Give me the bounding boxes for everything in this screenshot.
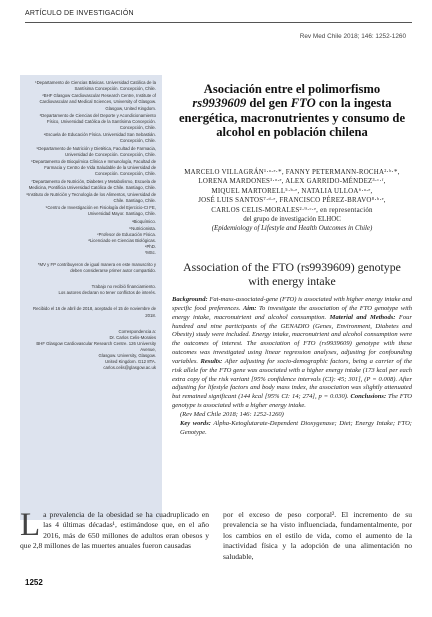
affiliation-item: ¹Departamento de Ciencias Básicas. Universidad Católica de la Santísima Concepción. Concepción, Chile. [35,80,156,92]
affiliations-sidebar [20,75,162,520]
author-line: MARCELO VILLAGRÁN¹·ᵃ·ᵉ·*, FANNY PETERMANN-ROCHA²·ᵇ·*, [184,169,400,176]
abstract: Background: Fat-mass-associated-gene (FTO) is associated with higher energy intake and specific food preferences. Aim: To investigate the association of the FTO genotype with energy intake, macronutrient and alcohol consumption. Material and Methods: Four hundred and nine participants of the GENADIO (Genes, Environment, Diabetes and Obesity) study were included. Energy intake, macronutrient and alcohol consumption were the outcomes of interest. The association of FTO (rs9939609) genotype with these outcomes was investigated using linear regression analyses, adjusting for confounding variables. Results: After adjusting for socio-demographic factors, being a carrier of the risk allele for the FTO gene was associated with a higher energy intake (173 kcal per each extra copy of the risk variant [95% confidence intervals (CI): 45; 301], (P = 0.008). After adjusting for lifestyle factors and body mass index, the association was slightly attenuated but remained significant (144 kcal [95% CI: 14; 274], p = 0.030). Conclusions: The FTO genotype is associated with a higher energy intake. (Rev Med Chile 2018; 146: 1252-1260) Key words: Alpha-Ketoglutarate-Dependent Dioxygenase; Diet; Energy Intake; FTO; Genotype. [172,296,413,436]
degree-item: ᵇNutricionista. [129,225,156,231]
research-group-name: (Epidemiology of Lifestyle and Health Outcomes in Chile) [211,225,373,233]
body-column-right: por el exceso de peso corporal². El incremento de su prevalencia se ha visto influenciada, fundamentalmente, por los cambios en el estilo de vida, como el aumento de la inactividad física y la adopción de una alimentación no saludable, [223,510,412,561]
correspondence-email[interactable]: carlos.celis@glasgow.ac.uk [103,365,156,371]
affiliation-item: ⁸Instituto de Nutrición y Tecnología de los Alimentos, Universidad de Chile. Santiago, Chile. [26,191,156,203]
article-title-spanish: Asociación entre el polimorfismo rs9939609 del gen FTO con la ingesta energética, macronutrientes y consumo de alcohol en población chilena [178,82,406,140]
body-column-left: La prevalencia de la obesidad se ha cuadruplicado en las 4 últimas décadas¹, estimándose que, en el año 2016, más de 650 millones de adultos eran obesos y que 2,8 millones de las muertes anuales fueron causadas [20,507,209,551]
degree-item: ᵈLicenciado en Ciencias Biológicas. [88,237,156,243]
correspondence-label: Correspondencia a: [118,328,156,334]
research-group-line: del grupo de investigación ELHOC [243,216,341,224]
contribution-note: *MV y FP contribuyeron de igual manera en este manuscrito y deben considerarse primer autor compartido. [37,262,156,274]
author-line: CARLOS CELIS-MORALES²·⁹·ᶜ·ᵉ, en representación [211,206,373,214]
correspondence-line: Glasgow. University, Glasgow. [98,352,156,358]
drop-cap: L [20,507,41,543]
correspondence-line: United Kingdom. G12 8TA. [104,359,156,365]
degree-item: ᵉPhD. [144,243,156,249]
correspondence-line: BHF Glasgow Cardiovascular Research Centre. 126 University Avenue, [36,340,156,352]
affiliations-list [26,80,156,217]
affiliation-item: ⁵Departamento de Nutrición y Dietética, Facultad de Farmacia, Universidad de Concepción. Concepción, Chile. [36,145,156,157]
conflict-note: Los autores declaran no tener conflictos de interés. [58,290,156,296]
author-list [170,168,414,234]
abstract-reference: (Rev Med Chile 2018; 146: 1252-1260) [180,410,284,418]
affiliation-item: ⁹Centro de Investigación en Fisiología del Ejercicio-CI FE, Universidad Mayor. Santiago, Chile. [45,205,156,217]
affiliation-item: ³Departamento de Ciencias del Deporte y Acondicionamiento Físico, Universidad Católica de la Santísima Concepción. Concepción, Chile. [39,112,156,131]
degrees-list [26,219,156,256]
article-title-english: Association of the FTO (rs9939609) genotype with energy intake [183,260,401,289]
page-number: 1252 [25,578,43,587]
author-line: LORENA MARDONES¹·ᵃ·ᵉ, ALEX GARRIDO-MÉNDEZ³·ᶜ·ᶠ, [198,178,386,186]
section-label: ARTÍCULO DE INVESTIGACIÓN [25,10,134,17]
body-text [20,507,412,562]
journal-citation: Rev Med Chile 2018; 146: 1252-1260 [299,33,406,40]
header-rule [25,22,412,23]
affiliation-item: ⁴Escuela de Educación Física. Universidad San Sebastián. Concepción, Chile. [43,132,156,144]
degree-item: ᶠMSc. [145,249,156,255]
degree-item: ᵃBioquímico. [131,219,156,225]
affiliation-item: ⁶Departamento de Bioquímica Clínica e Inmunología, Facultad de Farmacia y Centro de Vida Saludable de la Universidad de Concepción. Concepción, Chile. [30,159,156,177]
funding-note: Trabajo no recibió financiamiento. [91,284,156,290]
affiliation-item: ⁷Departamento de Nutrición, Diabetes y Metabolismo, Escuela de Medicina, Pontificia Universidad Católica de Chile. Santiago, Chile. [28,178,156,190]
author-line: MIQUEL MARTORELL⁵·ᵇ·ᵉ, NATALIA ULLOA⁶·ᵃ·ᵉ, [211,187,373,195]
author-line: JOSÉ LUIS SANTOS⁷·ᵈ·ᵉ, FRANCISCO PÉREZ-BRAVO⁸·ᵇ·ᵉ, [198,197,386,205]
received-note: Recibido el 16 de abril de 2018, aceptado el 15 de noviembre de 2018. [32,306,156,318]
keywords: Key words: Alpha-Ketoglutarate-Dependent Dioxygenase; Diet; Energy Intake; FTO; Genotype. [180,419,412,436]
degree-item: ᶜProfesor de Educación Física. [97,231,156,237]
correspondence-line: Dr. Carlos Celis-Morales [109,334,156,340]
affiliation-item: ²BHF Glasgow Cardiovascular Research Centre, Institute of Cardiovascular and Medical Sciences, University of Glasgow. Glasgow, United Kingdom. [39,93,156,111]
